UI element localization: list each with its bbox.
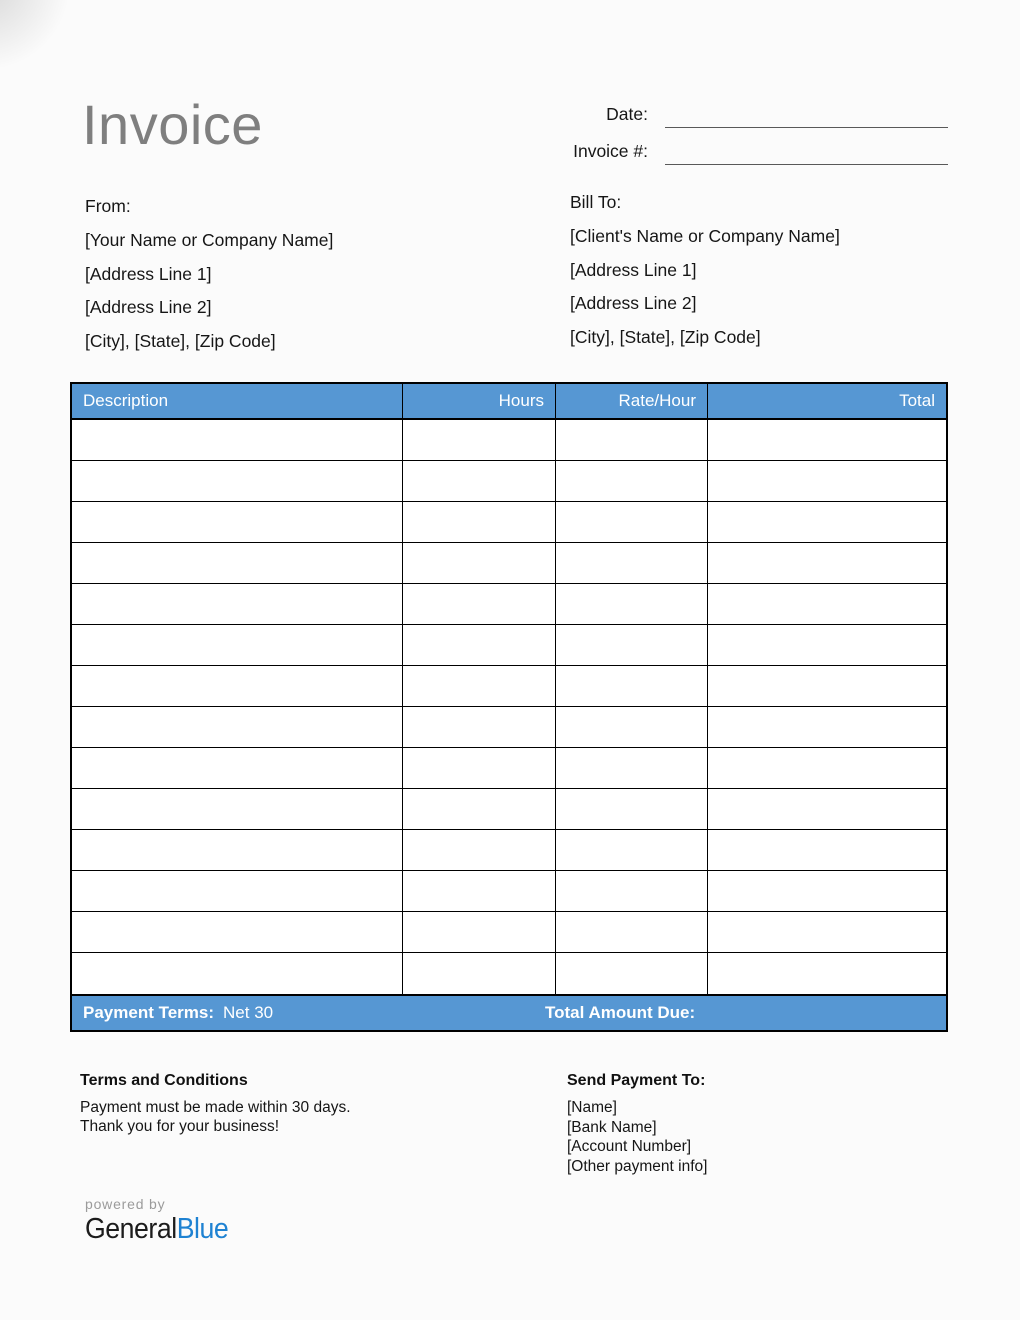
- table-cell-empty[interactable]: [403, 830, 556, 871]
- table-cell-empty[interactable]: [556, 748, 708, 789]
- send-payment-line: [Other payment info]: [567, 1157, 708, 1175]
- table-cell-empty[interactable]: [72, 584, 403, 625]
- send-payment-block: [567, 1072, 927, 1176]
- table-cell-empty[interactable]: [403, 420, 556, 461]
- table-cell-empty[interactable]: [556, 502, 708, 543]
- table-cell-empty[interactable]: [556, 543, 708, 584]
- table-cell-empty[interactable]: [72, 707, 403, 748]
- table-cell-empty[interactable]: [556, 707, 708, 748]
- table-cell-empty[interactable]: [403, 748, 556, 789]
- table-cell-empty[interactable]: [708, 502, 946, 543]
- table-cell-empty[interactable]: [72, 912, 403, 953]
- table-cell-empty[interactable]: [708, 748, 946, 789]
- total-amount-due-label: Total Amount Due:: [545, 1003, 696, 1022]
- table-cell-empty[interactable]: [403, 666, 556, 707]
- date-field-row: [565, 100, 948, 128]
- table-cell-empty[interactable]: [708, 461, 946, 502]
- table-cell-empty[interactable]: [72, 502, 403, 543]
- table-cell-empty[interactable]: [403, 912, 556, 953]
- bill-to-label: Bill To:: [570, 192, 622, 212]
- table-cell-empty[interactable]: [708, 953, 946, 994]
- bill-to-line: [Address Line 2]: [570, 293, 697, 314]
- table-cell-empty[interactable]: [556, 871, 708, 912]
- from-line: [City], [State], [Zip Code]: [85, 331, 276, 352]
- table-cell-empty[interactable]: [708, 543, 946, 584]
- from-block: [85, 190, 515, 359]
- table-cell-empty[interactable]: [708, 707, 946, 748]
- table-cell-empty[interactable]: [708, 625, 946, 666]
- table-cell-empty[interactable]: [556, 666, 708, 707]
- bill-to-line: [Address Line 1]: [570, 259, 697, 280]
- from-line: [Address Line 1]: [85, 263, 212, 284]
- from-label: From:: [85, 196, 131, 216]
- table-cell-empty[interactable]: [556, 584, 708, 625]
- table-cell-empty[interactable]: [708, 666, 946, 707]
- table-cell-empty[interactable]: [403, 543, 556, 584]
- table-cell-empty[interactable]: [708, 830, 946, 871]
- payment-terms-label: Payment Terms:: [83, 1003, 215, 1022]
- column-header-description: Description: [72, 384, 403, 420]
- table-cell-empty[interactable]: [403, 461, 556, 502]
- send-payment-line: [Account Number]: [567, 1138, 692, 1156]
- header-fields: [565, 100, 948, 174]
- powered-by-text: powered by: [85, 1196, 166, 1212]
- table-cell-empty[interactable]: [403, 707, 556, 748]
- table-cell-empty[interactable]: [708, 584, 946, 625]
- table-cell-empty[interactable]: [72, 543, 403, 584]
- table-cell-empty[interactable]: [556, 830, 708, 871]
- invoice-number-input-line[interactable]: [665, 141, 948, 165]
- table-cell-empty[interactable]: [708, 789, 946, 830]
- from-line: [Address Line 2]: [85, 297, 212, 318]
- brand-footer: [85, 1196, 241, 1246]
- table-cell-empty[interactable]: [556, 953, 708, 994]
- table-cell-empty[interactable]: [72, 625, 403, 666]
- invoice-number-label: Invoice #:: [573, 141, 648, 161]
- terms-line: Payment must be made within 30 days.: [80, 1099, 351, 1116]
- from-line: [Your Name or Company Name]: [85, 229, 334, 250]
- invoice-table: [70, 382, 948, 996]
- table-cell-empty[interactable]: [403, 871, 556, 912]
- bill-to-line: [City], [State], [Zip Code]: [570, 327, 761, 348]
- column-header-rate-hour: Rate/Hour: [556, 384, 708, 420]
- date-input-line[interactable]: [665, 104, 948, 128]
- table-footer-row: [70, 996, 948, 1032]
- table-cell-empty[interactable]: [556, 625, 708, 666]
- date-label: Date:: [606, 104, 648, 124]
- terms-line: Thank you for your business!: [80, 1118, 280, 1135]
- table-cell-empty[interactable]: [403, 625, 556, 666]
- send-payment-heading: Send Payment To:: [567, 1072, 706, 1089]
- terms-and-conditions-block: [80, 1072, 520, 1136]
- bill-to-line: [Client's Name or Company Name]: [570, 225, 840, 246]
- table-cell-empty[interactable]: [72, 748, 403, 789]
- table-cell-empty[interactable]: [72, 871, 403, 912]
- column-header-hours: Hours: [403, 384, 556, 420]
- invoice-number-field-row: [565, 137, 948, 165]
- brand-general-text: General: [85, 1213, 177, 1245]
- bill-to-block: [570, 186, 970, 355]
- table-cell-empty[interactable]: [708, 871, 946, 912]
- general-blue-logo: [85, 1213, 228, 1246]
- table-cell-empty[interactable]: [403, 953, 556, 994]
- send-payment-line: [Name]: [567, 1099, 617, 1116]
- table-cell-empty[interactable]: [556, 461, 708, 502]
- table-cell-empty[interactable]: [72, 789, 403, 830]
- table-cell-empty[interactable]: [556, 789, 708, 830]
- table-cell-empty[interactable]: [403, 584, 556, 625]
- terms-heading: Terms and Conditions: [80, 1072, 248, 1089]
- table-cell-empty[interactable]: [556, 420, 708, 461]
- table-cell-empty[interactable]: [403, 502, 556, 543]
- send-payment-line: [Bank Name]: [567, 1118, 657, 1136]
- table-cell-empty[interactable]: [708, 420, 946, 461]
- table-cell-empty[interactable]: [72, 461, 403, 502]
- table-cell-empty[interactable]: [556, 912, 708, 953]
- column-header-total: Total: [708, 384, 946, 420]
- table-cell-empty[interactable]: [72, 666, 403, 707]
- brand-blue-text: Blue: [176, 1213, 229, 1245]
- page-title: Invoice: [82, 93, 263, 156]
- table-cell-empty[interactable]: [708, 912, 946, 953]
- table-cell-empty[interactable]: [403, 789, 556, 830]
- table-cell-empty[interactable]: [72, 420, 403, 461]
- table-cell-empty[interactable]: [72, 830, 403, 871]
- table-cell-empty[interactable]: [72, 953, 403, 994]
- payment-terms-value: Net 30: [223, 1003, 274, 1022]
